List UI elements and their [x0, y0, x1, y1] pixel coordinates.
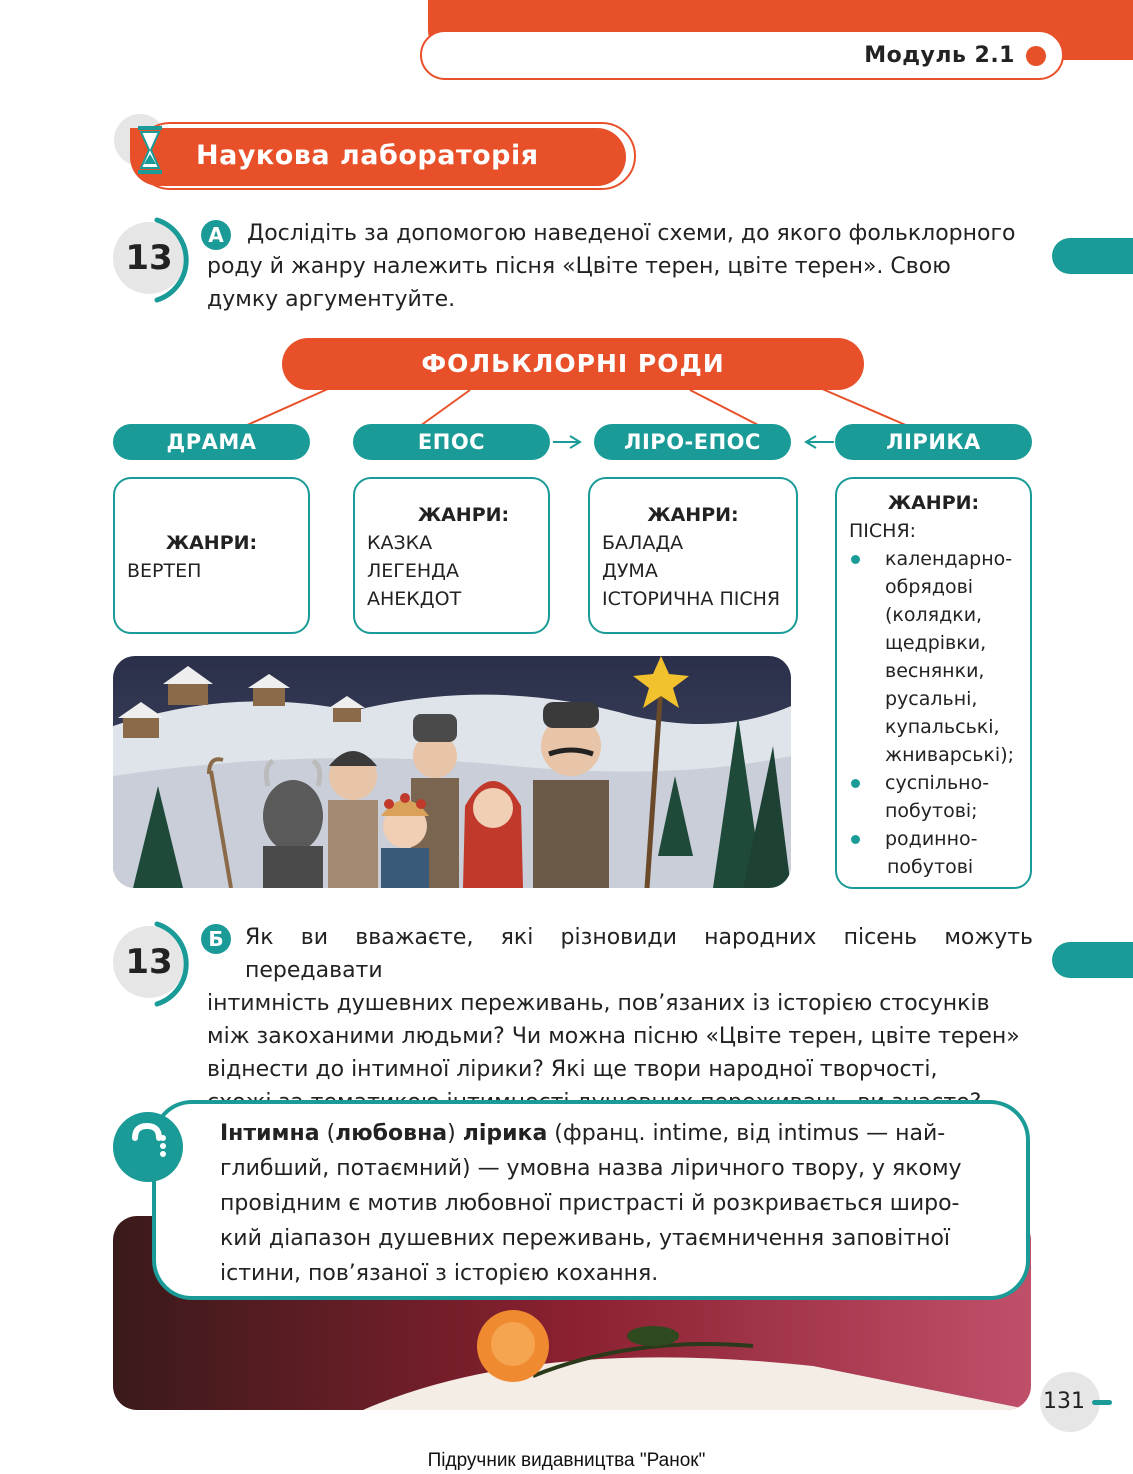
lyrics-genres-box	[835, 477, 1032, 889]
genre-item: ВЕРТЕП	[127, 560, 202, 582]
task-line: Як ви вважаєте, які різновиди народних пісень можуть передавати	[245, 925, 1033, 983]
section-title: Наукова лабораторія	[196, 140, 539, 171]
genre-item: АНЕКДОТ	[367, 588, 462, 610]
list-line: веснянки,	[885, 660, 985, 682]
list-line: суспільно-	[885, 772, 990, 794]
page-number-dash	[1092, 1400, 1112, 1405]
task-a-letter: А	[201, 220, 231, 250]
list-item	[837, 545, 1030, 769]
task-number: 13	[125, 942, 173, 982]
genres-heading: ЖАНРИ:	[417, 504, 510, 526]
lyro-epos-genres-box	[588, 477, 798, 634]
task-line: інтимність душевних переживань, пов’язаних із історією стосунків	[207, 991, 990, 1016]
lyrics-genre-list	[837, 545, 1030, 881]
genres-heading: ЖАНРИ:	[887, 492, 980, 514]
bullet-icon	[851, 779, 860, 788]
genre-drama: ДРАМА	[113, 424, 310, 460]
list-line: русальні,	[885, 688, 978, 710]
list-line: родинно-	[885, 828, 978, 850]
task-number: 13	[125, 238, 173, 278]
list-line: календарно-	[885, 548, 1013, 570]
list-line: купальські,	[885, 716, 1000, 738]
definition-line: кий діапазон душевних переживань, утаємничення заповітної	[220, 1226, 951, 1251]
term-bold: любовна	[335, 1121, 448, 1146]
task-b-number-badge	[113, 918, 193, 1008]
definition-line: глибший, потаємний) — умовна назва ліричного твору, у якому	[220, 1156, 962, 1181]
module-label: Модуль 2.1	[864, 43, 1015, 68]
definition-text	[220, 1116, 996, 1291]
genre-subheading: ПІСНЯ:	[849, 520, 917, 542]
list-line: (колядки,	[885, 604, 983, 626]
term-bold: Інтимна	[220, 1121, 320, 1146]
epos-genres-box	[353, 477, 550, 634]
list-item	[837, 769, 1030, 825]
drama-genres-box	[113, 477, 310, 634]
margin-tab	[1052, 942, 1133, 978]
publisher-footer: Підручник видавництва "Ранок"	[427, 1450, 706, 1471]
list-line: щедрівки,	[885, 632, 987, 654]
definition-line: істини, пов’язаної з історією кохання.	[220, 1261, 659, 1286]
page-number: 131	[1043, 1389, 1085, 1414]
task-line: між закоханими людьми? Чи можна пісню «Цвіте терен, цвіте терен»	[207, 1024, 1020, 1049]
task-line: віднести до інтимної лірики? Які ще твори народної творчості,	[207, 1057, 938, 1082]
genre-epos: ЕПОС	[353, 424, 550, 460]
bullet-icon	[851, 555, 860, 564]
term-bold: лірика	[462, 1121, 548, 1146]
definition-line: Інтимна (любовна) лірика (франц. intime, від intimus — най-	[220, 1121, 946, 1146]
list-item	[837, 825, 1030, 881]
definition-rest: (франц. intime, від intimus — най-	[547, 1121, 946, 1146]
bullet-icon	[851, 835, 860, 844]
task-b-letter: Б	[201, 924, 231, 954]
genres-heading: ЖАНРИ:	[165, 532, 258, 554]
genres-heading: ЖАНРИ:	[647, 504, 739, 526]
genre-item: ДУМА	[602, 560, 658, 582]
question-icon	[113, 1112, 183, 1182]
list-line: побутові;	[885, 800, 978, 822]
task-line: роду й жанру належить пісня «Цвіте терен, цвіте терен». Свою	[207, 254, 951, 279]
genre-item: БАЛАДА	[602, 532, 684, 554]
task-b-text	[207, 921, 1033, 1119]
genre-lyrics: ЛІРИКА	[835, 424, 1032, 460]
definition-line: провідним є мотив любовної пристрасті й розкривається широ-	[220, 1191, 960, 1216]
list-line: жниварські);	[885, 744, 1015, 766]
task-line: Дослідіть за допомогою наведеної схеми, до якого фольклорного	[247, 221, 1016, 246]
list-line: побутові	[887, 856, 974, 878]
diagram-root: ФОЛЬКЛОРНІ РОДИ	[282, 338, 864, 390]
list-line: обрядові	[885, 576, 974, 598]
genre-item: КАЗКА	[367, 532, 433, 554]
task-line: думку аргументуйте.	[207, 287, 456, 312]
genre-item: ІСТОРИЧНА ПІСНЯ	[602, 588, 781, 610]
diagram-connectors	[0, 0, 1133, 480]
genre-lyro-epos: ЛІРО-ЕПОС	[594, 424, 791, 460]
carolers-illustration	[113, 656, 791, 888]
genre-item: ЛЕГЕНДА	[367, 560, 460, 582]
